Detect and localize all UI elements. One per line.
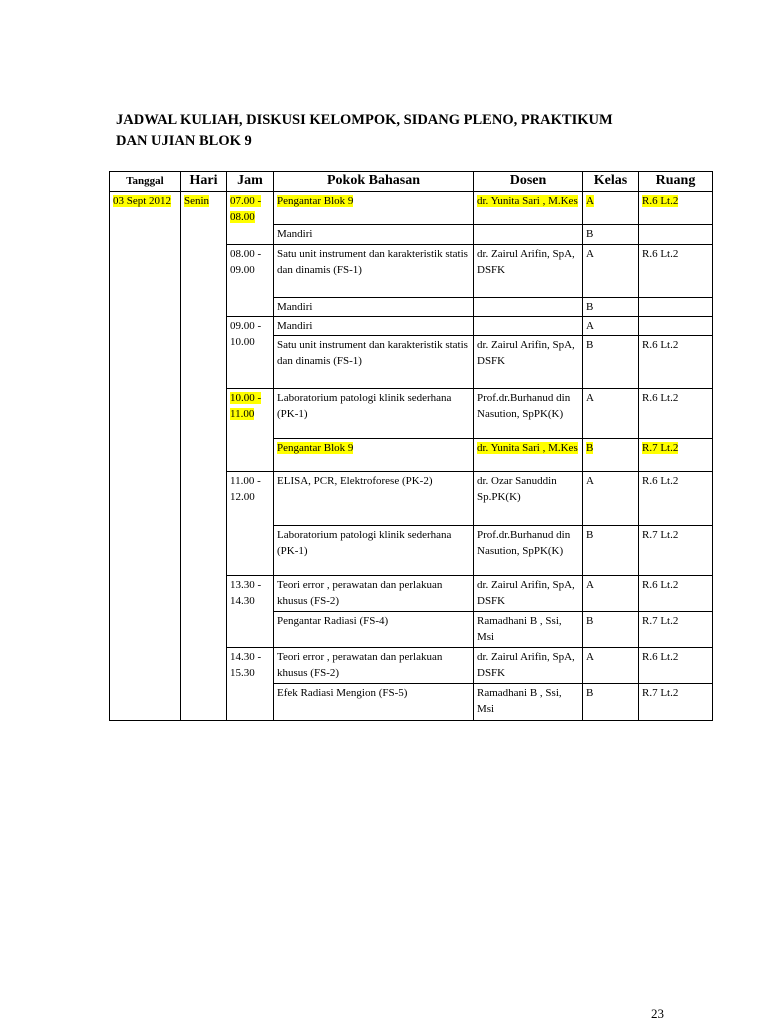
title-line-2: DAN UJIAN BLOK 9 (116, 133, 252, 149)
pokok-cell (274, 192, 474, 225)
ruang-cell: R.6 Lt.2 (639, 576, 713, 612)
dosen-cell: dr. Zairul Arifin, SpA, DSFK (474, 336, 583, 389)
pokok-cell: Laboratorium patologi klinik sederhana (PK-1) (274, 389, 474, 439)
kelas-cell: A (583, 648, 639, 684)
kelas-cell: B (583, 298, 639, 317)
dosen-cell: dr. Zairul Arifin, SpA, DSFK (474, 576, 583, 612)
tanggal-cell (110, 192, 181, 721)
ruang-cell: R.6 Lt.2 (639, 389, 713, 439)
jam-value: 07.00 - 08.00 (230, 195, 262, 223)
jam-cell (227, 389, 274, 472)
kelas-cell: B (583, 225, 639, 245)
schedule-table (109, 171, 713, 721)
document-title (116, 110, 676, 152)
dosen-cell (474, 298, 583, 317)
pokok-cell: Teori error , perawatan dan perlakuan khusus (FS-2) (274, 576, 474, 612)
pokok-cell: Laboratorium patologi klinik sederhana (PK-1) (274, 526, 474, 576)
pokok-cell: Satu unit instrument dan karakteristik statis dan dinamis (FS-1) (274, 245, 474, 298)
table-row (110, 192, 713, 225)
jam-cell: 11.00 - 12.00 (227, 472, 274, 576)
tanggal-value: 03 Sept 2012 (113, 195, 172, 207)
kelas-cell (583, 192, 639, 225)
ruang-cell (639, 225, 713, 245)
ruang-cell: R.7 Lt.2 (639, 684, 713, 721)
ruang-cell (639, 439, 713, 472)
header-kelas: Kelas (583, 172, 639, 192)
dosen-cell: dr. Zairul Arifin, SpA, DSFK (474, 648, 583, 684)
jam-cell: 14.30 - 15.30 (227, 648, 274, 721)
header-pokok-bahasan: Pokok Bahasan (274, 172, 474, 192)
header-hari: Hari (181, 172, 227, 192)
header-dosen: Dosen (474, 172, 583, 192)
pokok-cell: Pengantar Radiasi (FS-4) (274, 612, 474, 648)
header-ruang: Ruang (639, 172, 713, 192)
kelas-cell (583, 439, 639, 472)
kelas-cell: A (583, 317, 639, 336)
page-number: 23 (651, 1006, 664, 1021)
ruang-cell: R.7 Lt.2 (639, 526, 713, 576)
kelas-cell: B (583, 336, 639, 389)
dosen-cell: Ramadhani B , Ssi, Msi (474, 612, 583, 648)
ruang-cell (639, 298, 713, 317)
dosen-cell: dr. Zairul Arifin, SpA, DSFK (474, 245, 583, 298)
kelas-cell: A (583, 389, 639, 439)
pokok-cell: Mandiri (274, 225, 474, 245)
ruang-cell (639, 192, 713, 225)
dosen-cell (474, 192, 583, 225)
pokok-cell: ELISA, PCR, Elektroforese (PK-2) (274, 472, 474, 526)
jam-cell: 08.00 - 09.00 (227, 245, 274, 317)
dosen-cell (474, 439, 583, 472)
kelas-cell: B (583, 526, 639, 576)
ruang-cell: R.6 Lt.2 (639, 336, 713, 389)
pokok-cell (274, 439, 474, 472)
pokok-cell: Satu unit instrument dan karakteristik statis dan dinamis (FS-1) (274, 336, 474, 389)
header-tanggal: Tanggal (110, 172, 181, 192)
dosen-cell: Prof.dr.Burhanud din Nasution, SpPK(K) (474, 389, 583, 439)
pokok-cell: Teori error , perawatan dan perlakuan khusus (FS-2) (274, 648, 474, 684)
dosen-cell: Prof.dr.Burhanud din Nasution, SpPK(K) (474, 526, 583, 576)
kelas-value: B (586, 442, 594, 454)
kelas-cell: A (583, 245, 639, 298)
kelas-cell: B (583, 612, 639, 648)
pokok-cell: Mandiri (274, 298, 474, 317)
dosen-value: dr. Yunita Sari , M.Kes (477, 442, 578, 454)
pokok-cell: Mandiri (274, 317, 474, 336)
header-jam: Jam (227, 172, 274, 192)
pokok-value: Pengantar Blok 9 (277, 442, 354, 454)
kelas-cell: B (583, 684, 639, 721)
kelas-cell: A (583, 576, 639, 612)
ruang-value: R.6 Lt.2 (642, 195, 679, 207)
ruang-cell: R.7 Lt.2 (639, 612, 713, 648)
dosen-cell (474, 225, 583, 245)
ruang-cell: R.6 Lt.2 (639, 472, 713, 526)
kelas-value: A (586, 195, 594, 207)
ruang-cell: R.6 Lt.2 (639, 245, 713, 298)
dosen-cell: dr. Ozar Sanuddin Sp.PK(K) (474, 472, 583, 526)
dosen-value: dr. Yunita Sari , M.Kes (477, 195, 578, 207)
ruang-value: R.7 Lt.2 (642, 442, 679, 454)
jam-cell (227, 192, 274, 245)
ruang-cell (639, 317, 713, 336)
kelas-cell: A (583, 472, 639, 526)
title-line-1: JADWAL KULIAH, DISKUSI KELOMPOK, SIDANG PLENO, PRAKTIKUM (116, 112, 613, 128)
hari-value: Senin (184, 195, 210, 207)
header-row (110, 172, 713, 192)
jam-value: 10.00 - 11.00 (230, 392, 262, 420)
jam-cell: 13.30 - 14.30 (227, 576, 274, 648)
dosen-cell (474, 317, 583, 336)
dosen-cell: Ramadhani B , Ssi, Msi (474, 684, 583, 721)
jam-cell: 09.00 - 10.00 (227, 317, 274, 389)
pokok-cell: Efek Radiasi Mengion (FS-5) (274, 684, 474, 721)
ruang-cell: R.6 Lt.2 (639, 648, 713, 684)
hari-cell (181, 192, 227, 721)
pokok-value: Pengantar Blok 9 (277, 195, 354, 207)
